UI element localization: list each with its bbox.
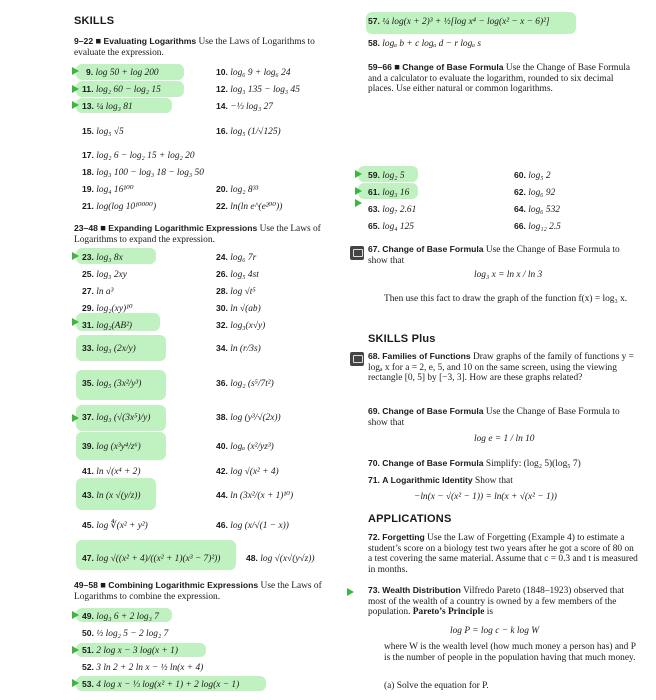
arrow-mark-icon — [72, 646, 79, 654]
exercise-67-followup: Then use this fact to draw the graph of the function f(x) = log₃ x. — [384, 294, 628, 304]
exercise-38: 38. log (y³/√(2x)) — [216, 412, 281, 423]
exercise-68: 68. Families of Functions Draw graphs of the family of functions y = logₐ x for a = 2, e, 5, and 10 on the same screen, using the viewing rectangle [0, 5] by [−3, 3]. How are these graphs related? — [368, 351, 634, 384]
exercise-69: 69. Change of Base Formula Use the Change of Base Formula to show that — [368, 406, 620, 428]
exercise-61: 61. log₃ 16 — [368, 187, 410, 198]
exercise-49: 49. log₃ 6 + 2 log₃ 7 — [82, 611, 159, 622]
exercise-66: 66. log₁₂ 2.5 — [514, 221, 561, 232]
exercise-52: 52. 3 ln 2 + 2 ln x − ½ ln(x + 4) — [82, 662, 204, 673]
arrow-mark-icon — [72, 252, 79, 260]
exercise-63: 63. log₇ 2.61 — [368, 204, 417, 215]
exercise-25: 25. log₃ 2xy — [82, 269, 127, 280]
exercise-65: 65. log₄ 125 — [368, 221, 414, 232]
exercise-31: 31. log₂(AB²) — [82, 320, 133, 331]
formula-71: −ln(x − √(x² − 1)) = ln(x + √(x² − 1)) — [414, 492, 557, 502]
exercise-73-where: where W is the wealth level (how much money a person has) and P is the number of people in the population having that much money. — [384, 642, 636, 663]
exercise-43: 43. ln (x √(y/z)) — [82, 490, 141, 501]
graphing-calculator-icon — [350, 246, 364, 260]
arrow-mark-icon — [72, 679, 79, 687]
graphing-calculator-icon — [350, 352, 364, 366]
exercise-67: 67. Change of Base Formula Use the Change of Base Formula to show that — [368, 244, 620, 266]
arrow-mark-icon — [72, 101, 79, 109]
exercise-9: 9. log 50 + log 200 — [86, 67, 159, 78]
exercise-57: 57. ¼ log(x + 2)³ + ½[log x⁴ − log(x² − x − 6)²] — [368, 16, 550, 27]
exercise-16: 16. log₅ (1/√125) — [216, 126, 281, 137]
exercise-21: 21. log(log 10¹⁰⁰⁰⁰) — [82, 201, 157, 212]
applications-header: APPLICATIONS — [368, 513, 452, 525]
exercise-22: 22. ln(ln e^(e²⁰⁰)) — [216, 201, 283, 212]
exercise-29: 29. log₂(xy)¹⁰ — [82, 303, 133, 314]
formula-67: log₃ x = ln x / ln 3 — [474, 270, 543, 280]
exercise-40: 40. logₐ (x²/yz³) — [216, 441, 274, 452]
exercise-59: 59. log₂ 5 — [368, 170, 405, 181]
ex-59-66-instructions: 59–66 ■ Change of Base Formula Use the Change of Base Formula and a calculator to evaluate the logarithm, rounded to six decimal places. Use either natural or common logarithms. — [368, 62, 631, 95]
exercise-35: 35. log₅ (3x²/y³) — [82, 378, 142, 389]
exercise-42: 42. log √(x² + 4) — [216, 466, 279, 477]
exercise-45: 45. log ∜(x² + y²) — [82, 520, 148, 531]
exercise-27: 27. ln a³ — [82, 286, 114, 297]
exercise-60: 60. log₅ 2 — [514, 170, 551, 181]
exercise-30: 30. ln √(ab) — [216, 303, 261, 314]
exercise-48: 48. log √(x√(y√z)) — [246, 553, 315, 564]
exercise-18: 18. log₃ 100 − log₃ 18 − log₃ 50 — [82, 167, 204, 178]
exercise-36: 36. log₂ (s⁵/7t²) — [216, 378, 274, 389]
arrow-mark-icon — [72, 85, 79, 93]
exercise-17: 17. log₂ 6 − log₂ 15 + log₂ 20 — [82, 150, 195, 161]
exercise-41: 41. ln √(x⁴ + 2) — [82, 466, 141, 477]
exercise-15: 15. log₅ √5 — [82, 126, 124, 137]
exercise-19: 19. log₄ 16¹⁰⁰ — [82, 184, 134, 195]
exercise-44: 44. ln (3x²/(x + 1)¹⁰) — [216, 490, 294, 501]
exercise-20: 20. log₂ 8³³ — [216, 184, 259, 195]
arrow-mark-icon — [72, 611, 79, 619]
exercise-64: 64. log₆ 532 — [514, 204, 560, 215]
exercise-50: 50. ½ log₂ 5 − 2 log₂ 7 — [82, 628, 169, 639]
arrow-mark-icon — [72, 318, 79, 326]
exercise-53: 53. 4 log x − ⅓ log(x² + 1) + 2 log(x − 1) — [82, 679, 240, 690]
exercise-73: 73. Wealth Distribution Vilfredo Pareto (1848–1923) observed that most of the wealth of a country is owned by a few members of the population. Pareto’s Principle is — [368, 585, 624, 618]
exercise-28: 28. log √t⁵ — [216, 286, 256, 297]
arrow-mark-icon — [355, 187, 362, 195]
exercise-26: 26. log₅ 4st — [216, 269, 259, 280]
ex-9-22-instructions: 9–22 ■ Evaluating Logarithms Use the Laws of Logarithms to evaluate the expression. — [74, 36, 315, 58]
skills-header: SKILLS — [74, 15, 115, 27]
arrow-mark-icon — [72, 414, 79, 422]
exercise-39: 39. log (x³y⁴/z⁶) — [82, 441, 141, 452]
arrow-mark-icon — [355, 170, 362, 178]
exercise-33: 33. log₃ (2x/y) — [82, 343, 136, 354]
exercise-37: 37. log₃ (√(3x⁵)/y) — [82, 412, 151, 423]
exercise-47: 47. log √((x² + 4)/((x² + 1)(x³ − 7)²)) — [82, 553, 221, 564]
exercise-71: 71. A Logarithmic Identity Show that — [368, 475, 513, 486]
exercise-58: 58. logₐ b + c logₐ d − r logₐ s — [368, 38, 482, 49]
exercise-10: 10. log₆ 9 + log₆ 24 — [216, 67, 291, 78]
ex-49-58-instructions: 49–58 ■ Combining Logarithmic Expressions Use the Laws of Logarithms to combine the expression. — [74, 580, 322, 602]
ex-23-48-instructions: 23–48 ■ Expanding Logarithmic Expressions Use the Laws of Logarithms to expand the expression. — [74, 223, 321, 245]
exercise-32: 32. log₃(x√y) — [216, 320, 266, 331]
exercise-72: 72. Forgetting Use the Law of Forgetting (Example 4) to estimate a student’s score on a biology test two years after he got a score of 80 on a test covering the same material. Assume that c = 0.3 and t is measured in months. — [368, 532, 638, 575]
exercise-62: 62. log₆ 92 — [514, 187, 556, 198]
skills-plus-header: SKILLS Plus — [368, 333, 436, 345]
formula-69: log e = 1 / ln 10 — [474, 434, 535, 444]
exercise-51: 51. 2 log x − 3 log(x + 1) — [82, 645, 178, 656]
exercise-70: 70. Change of Base Formula Simplify: (log₂ 5)(log₅ 7) — [368, 458, 581, 469]
exercise-12: 12. log₃ 135 − log₃ 45 — [216, 84, 300, 95]
exercise-46: 46. log (x/√(1 − x)) — [216, 520, 289, 531]
exercise-23: 23. log₃ 8x — [82, 252, 123, 263]
formula-73: log P = log c − k log W — [450, 626, 540, 636]
exercise-14: 14. −⅓ log₃ 27 — [216, 101, 273, 112]
arrow-mark-icon — [347, 588, 354, 596]
arrow-mark-icon — [72, 67, 79, 75]
exercise-13: 13. ¼ log₃ 81 — [82, 101, 133, 112]
exercise-73-part-a: (a) Solve the equation for P. — [384, 681, 489, 691]
exercise-24: 24. log₆ 7r — [216, 252, 257, 263]
exercise-34: 34. ln (r/3s) — [216, 343, 261, 354]
exercise-11: 11. log₂ 60 − log₂ 15 — [82, 84, 161, 95]
arrow-mark-icon — [355, 199, 362, 207]
